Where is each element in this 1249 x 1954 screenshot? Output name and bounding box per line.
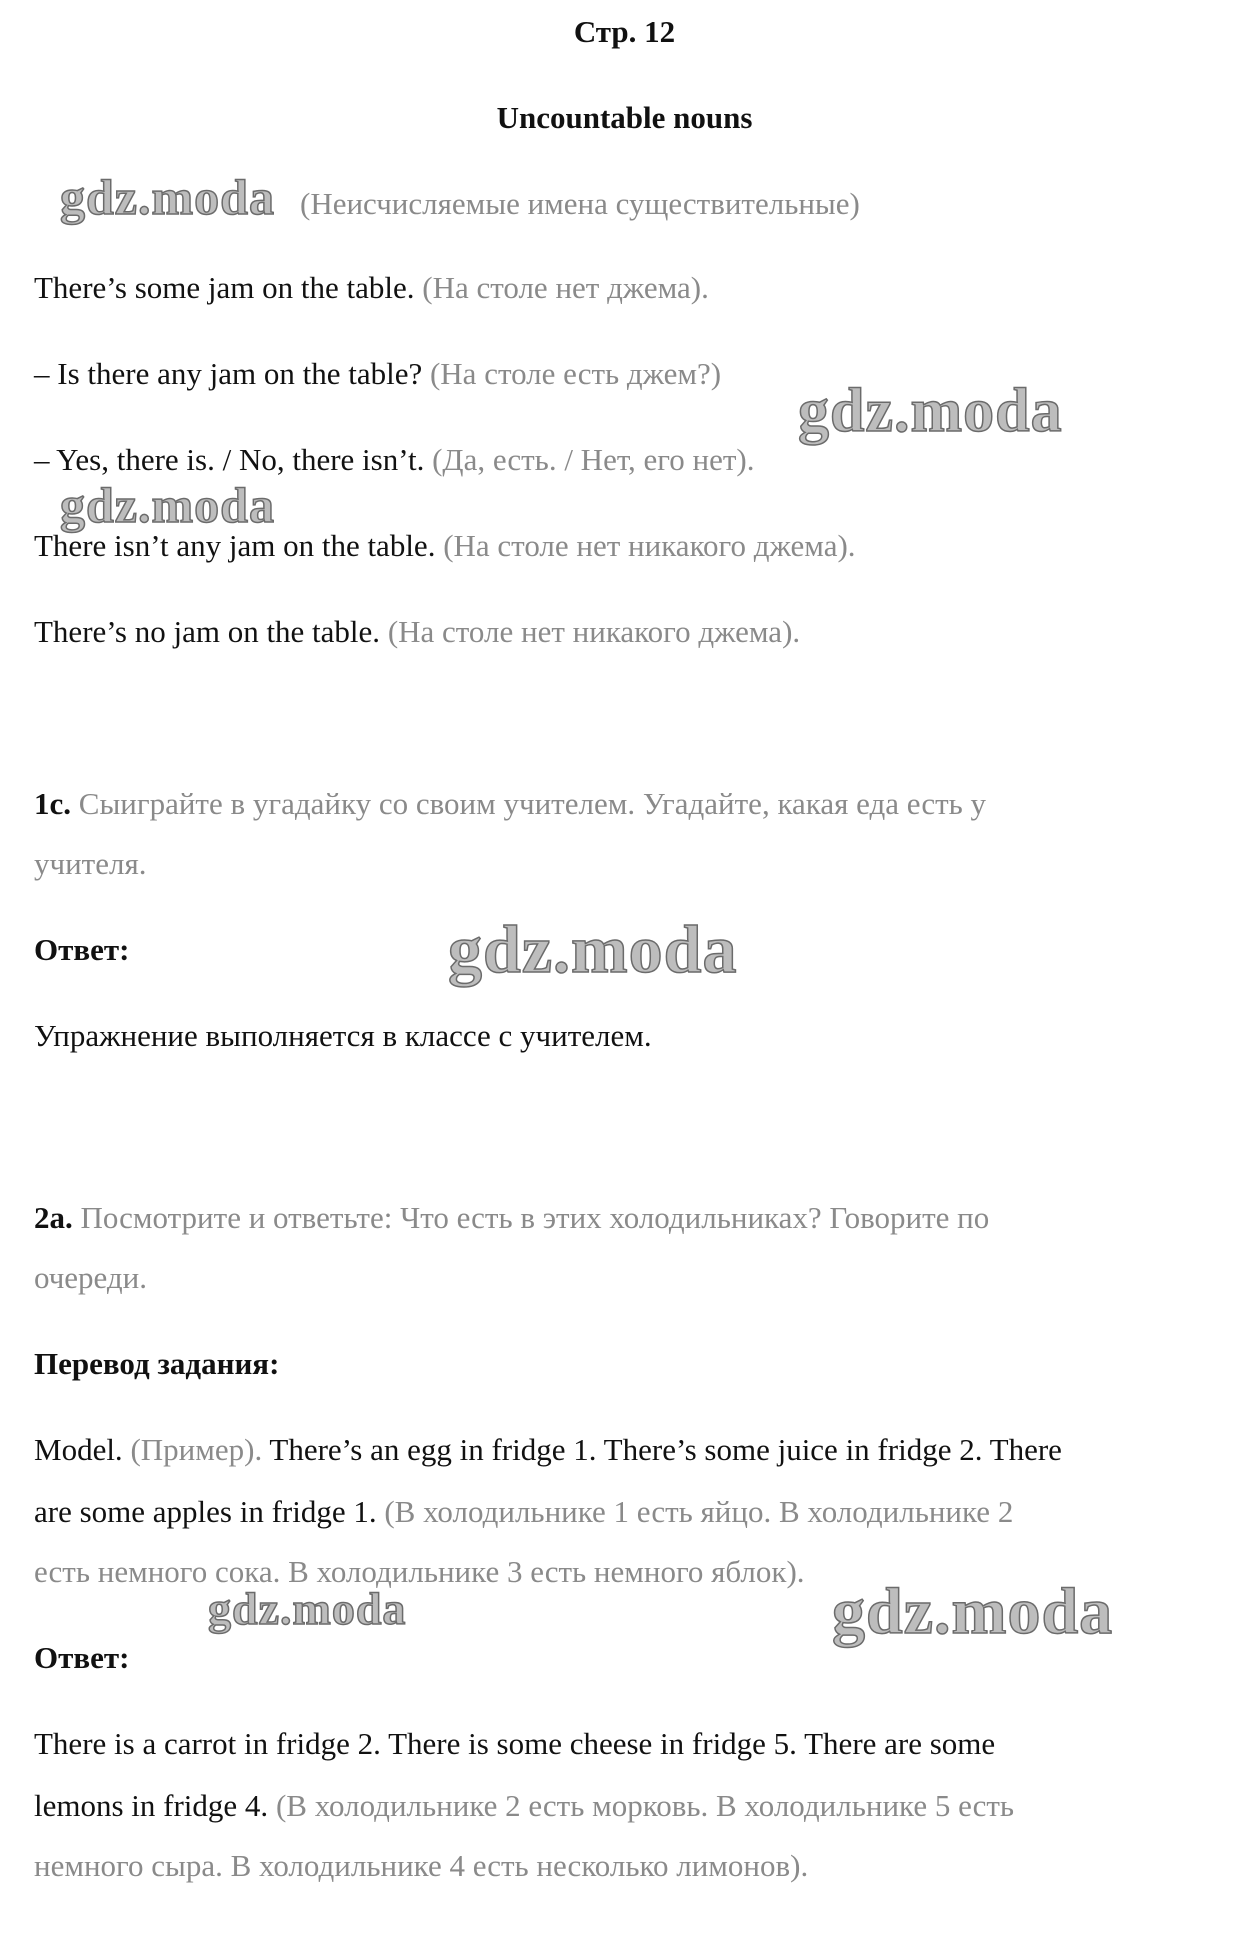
task-2a-answer-en-1: There is a carrot in fridge 2. There is some cheese in fridge 5. There are some [34,1726,996,1761]
example-2-en: – Is there any jam on the table? [34,356,423,391]
task-2a-model-ru-2: (В холодильнике 1 есть яйцо. В холодильнике 2 [384,1494,1014,1529]
task-2a-model-line-2 [34,1494,1013,1530]
task-1c-answer-label: Ответ: [34,932,130,967]
example-3-en: – Yes, there is. / No, there isn’t. [34,442,425,477]
task-2a-line-1 [34,1200,989,1236]
task-2a-answer-ru-2: немного сыра. В холодильнике 4 есть несколько лимонов). [34,1848,809,1883]
watermark: gdz.moda [832,1575,1114,1648]
page-title: Uncountable nouns [496,100,753,135]
task-2a-text-1: Посмотрите и ответьте: Что есть в этих холодильниках? Говорите по [80,1200,990,1235]
task-2a-model-ru-1: (Пример). [130,1432,263,1467]
task-2a-model-word: Model. [34,1432,123,1467]
example-2 [34,356,721,392]
task-2a-text-2: очереди. [34,1260,148,1295]
watermark: gdz.moda [798,377,1063,445]
example-3 [34,442,754,478]
task-1c-text-2: учителя. [34,846,147,881]
task-1c-answer: Упражнение выполняется в классе с учителем. [34,1018,652,1053]
watermark: gdz.moda [60,169,275,225]
example-2-ru: (На столе есть джем?) [429,356,722,391]
example-4-en: There isn’t any jam on the table. [34,528,436,563]
task-2a-model-en-3: are some apples in fridge 1. [34,1494,377,1529]
task-2a-model-ru-3: есть немного сока. В холодильнике 3 есть немного яблок). [34,1554,805,1589]
task-2a-model-en-2: There’s an egg in fridge 1. There’s some juice in fridge 2. There [269,1432,1062,1467]
task-1c-line-1 [34,786,986,822]
example-5 [34,614,800,650]
example-5-en: There’s no jam on the table. [34,614,381,649]
example-1-ru: (На столе нет джема). [422,270,709,305]
task-2a-answer-en-2: lemons in fridge 4. [34,1788,269,1823]
page-subtitle: (Неисчисляемые имена существительные) [300,186,860,221]
task-2a-answer-label: Ответ: [34,1640,130,1675]
watermark: gdz.moda [448,911,738,987]
example-1-en: There’s some jam on the table. [34,270,415,305]
task-2a-number: 2a. [34,1200,73,1235]
task-1c-number: 1c. [34,786,72,821]
task-2a-answer-line-2 [34,1788,1014,1824]
watermark: gdz.moda [60,477,275,533]
example-5-ru: (На столе нет никакого джема). [387,614,801,649]
example-3-ru: (Да, есть. / Нет, его нет). [432,442,755,477]
watermark: gdz.moda [208,1583,407,1634]
task-2a-translation-label: Перевод задания: [34,1346,280,1381]
page-number: Стр. 12 [573,14,676,49]
task-2a-model-line-1 [34,1432,1062,1468]
task-2a-answer-ru-1: (В холодильнике 2 есть морковь. В холодильнике 5 есть [275,1788,1015,1823]
example-4-ru: (На столе нет никакого джема). [443,528,856,563]
example-1 [34,270,709,306]
task-1c-text-1: Сыиграйте в угадайку со своим учителем. Угадайте, какая еда есть у [78,786,987,821]
